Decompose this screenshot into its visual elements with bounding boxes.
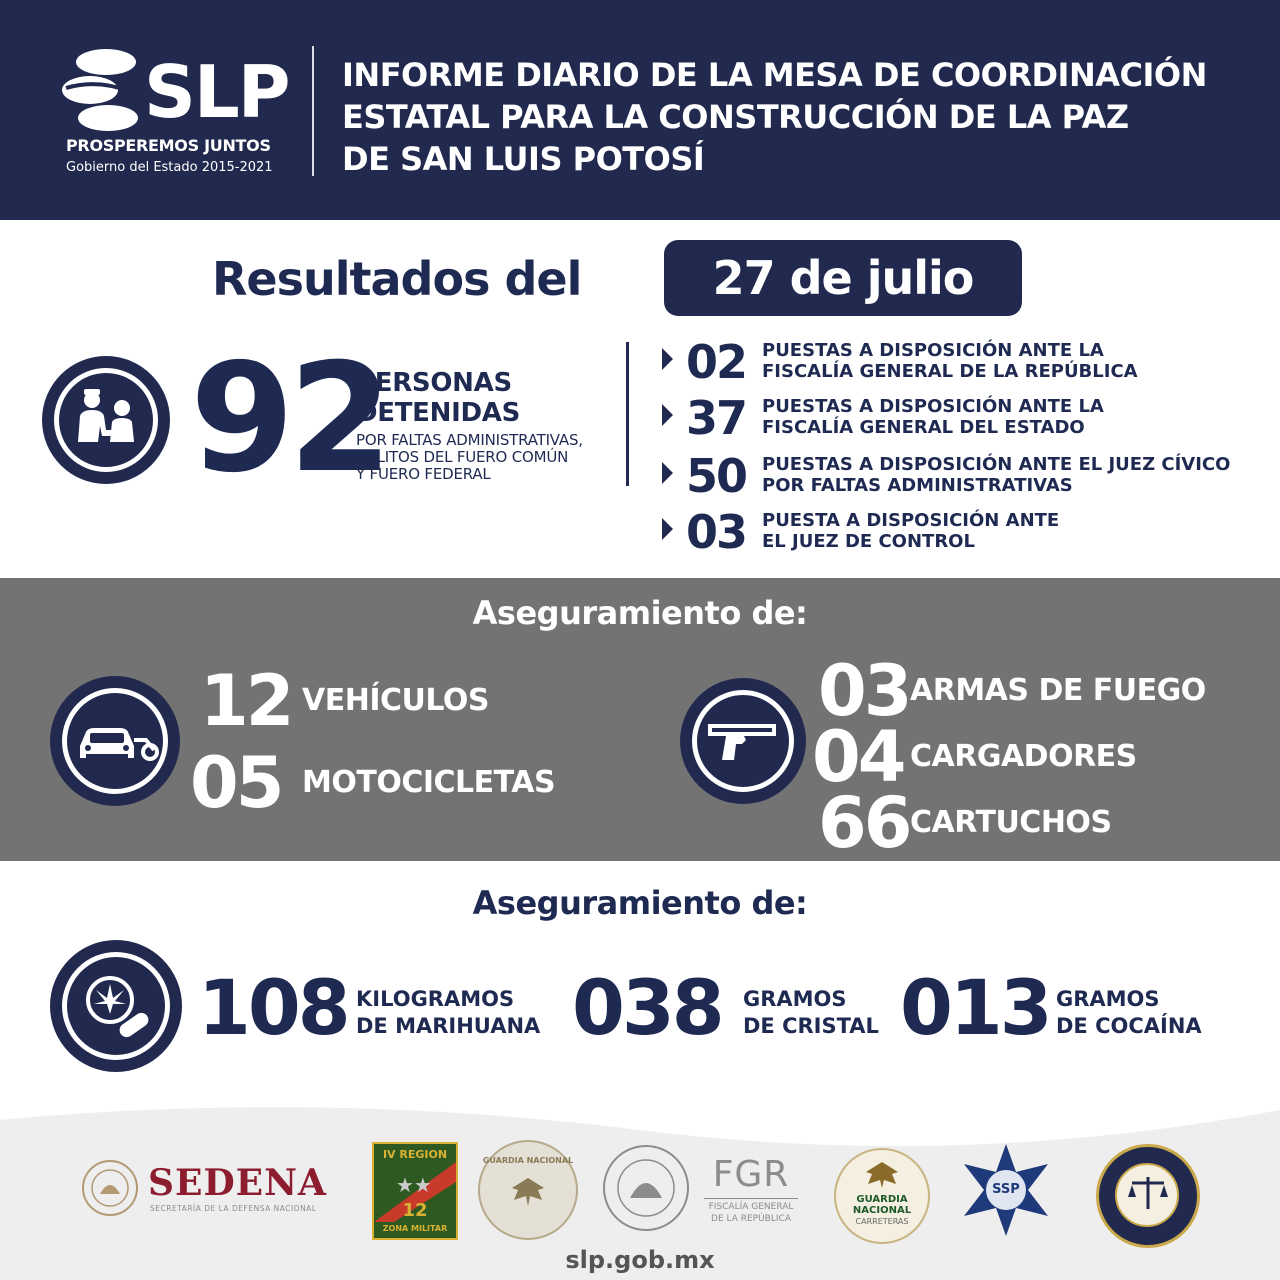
ssp-badge xyxy=(958,1142,1054,1238)
seizure-vehicles-weapons-band xyxy=(0,578,1280,864)
arrow-icon xyxy=(662,348,673,370)
cartridges-label: CARTUCHOS xyxy=(910,805,1112,840)
title-line: DE SAN LUIS POTOSÍ xyxy=(342,140,705,178)
disposition-line: PUESTAS A DISPOSICIÓN ANTE LA xyxy=(762,340,1104,361)
fgr-subtitle xyxy=(704,1198,798,1225)
disposition-count: 02 xyxy=(685,335,746,389)
motorcycles-count: 05 xyxy=(190,742,282,824)
fgr-text: FGR xyxy=(712,1154,790,1195)
drug-label-line: GRAMOS xyxy=(743,987,847,1011)
header-banner xyxy=(0,0,1280,220)
drug-label-line: DE COCAÍNA xyxy=(1056,1014,1202,1038)
sedena-subtitle: SECRETARÍA DE LA DEFENSA NACIONAL xyxy=(150,1204,317,1213)
detained-count: 92 xyxy=(190,332,387,506)
scales-icon xyxy=(1126,1173,1170,1213)
vehicles-icon xyxy=(50,676,180,806)
cocaine-count: 013 xyxy=(900,963,1050,1052)
detained-title-line: PERSONAS xyxy=(356,368,512,398)
magazines-count: 04 xyxy=(812,716,904,798)
drug-label-line: GRAMOS xyxy=(1056,987,1160,1011)
drug-label-line: DE MARIHUANA xyxy=(356,1014,541,1038)
vehicles-label: VEHÍCULOS xyxy=(302,683,490,718)
crystal-count: 038 xyxy=(572,963,722,1052)
slp-logo xyxy=(60,48,290,188)
disposition-line: PUESTAS A DISPOSICIÓN ANTE EL JUEZ CÍVICO xyxy=(762,454,1231,475)
region-number: 12 xyxy=(402,1200,428,1221)
logo-tagline: PROSPEREMOS JUNTOS xyxy=(66,136,271,155)
fgr-sub-line: DE LA REPÚBLICA xyxy=(711,1214,791,1224)
firearm-icon xyxy=(680,678,806,804)
fgr-logo xyxy=(600,1140,800,1236)
report-title xyxy=(342,54,1242,180)
disposition-line: POR FALTAS ADMINISTRATIVAS xyxy=(762,475,1073,496)
firearms-count: 03 xyxy=(818,650,910,732)
magazines-label: CARGADORES xyxy=(910,739,1137,774)
arrow-icon xyxy=(662,404,673,426)
drugs-icon xyxy=(50,940,182,1072)
vehicles-count: 12 xyxy=(200,660,292,742)
logo-text: SLP xyxy=(144,50,289,134)
region-top: IV REGION xyxy=(382,1148,448,1161)
cocaine-label xyxy=(1056,986,1202,1040)
disposition-count: 50 xyxy=(685,449,746,503)
results-divider xyxy=(626,342,629,486)
header-divider xyxy=(312,46,314,176)
disposition-line: EL JUEZ DE CONTROL xyxy=(762,531,975,552)
disposition-count: 03 xyxy=(685,505,746,559)
detained-subtitle xyxy=(356,432,583,483)
gnc-line: CARRETERAS xyxy=(855,1217,909,1226)
seizure-title: Aseguramiento de: xyxy=(472,594,808,632)
mexico-seal-icon xyxy=(600,1142,692,1234)
gnc-line: NACIONAL xyxy=(852,1205,912,1216)
gnc-text xyxy=(836,1194,928,1227)
drug-label-line: DE CRISTAL xyxy=(743,1014,879,1038)
sedena-logo xyxy=(80,1158,342,1218)
disposition-line: FISCALÍA GENERAL DEL ESTADO xyxy=(762,417,1085,438)
sedena-text: SEDENA xyxy=(148,1162,327,1204)
logo-government: Gobierno del Estado 2015-2021 xyxy=(66,160,273,175)
results-label: Resultados del xyxy=(212,252,582,306)
website-link[interactable]: slp.gob.mx xyxy=(565,1246,715,1274)
svg-text:★★: ★★ xyxy=(396,1173,432,1197)
arrow-icon xyxy=(662,518,673,540)
cartridges-count: 66 xyxy=(818,782,910,864)
mexico-seal-icon xyxy=(80,1158,140,1218)
disposition-text xyxy=(762,396,1104,438)
gn-ring-text: GUARDIA NACIONAL xyxy=(482,1156,574,1165)
guardia-carreteras-logo xyxy=(834,1148,930,1244)
slp-stones-icon xyxy=(60,48,140,132)
ssp-text: SSP xyxy=(992,1182,1020,1197)
military-zone-badge xyxy=(372,1142,458,1240)
detained-title-line: DETENIDAS xyxy=(356,398,521,428)
state-prosecutor-seal xyxy=(1096,1144,1200,1248)
title-line: ESTATAL PARA LA CONSTRUCCIÓN DE LA PAZ xyxy=(342,98,1129,136)
disposition-count: 37 xyxy=(685,391,746,445)
disposition-line: PUESTAS A DISPOSICIÓN ANTE LA xyxy=(762,396,1104,417)
disposition-line: FISCALÍA GENERAL DE LA REPÚBLICA xyxy=(762,361,1138,382)
detained-sub-line: POR FALTAS ADMINISTRATIVAS, xyxy=(356,431,583,449)
date-badge: 27 de julio xyxy=(664,240,1022,316)
eagle-icon xyxy=(862,1160,902,1190)
disposition-line: PUESTA A DISPOSICIÓN ANTE xyxy=(762,510,1060,531)
detained-sub-line: DELITOS DEL FUERO COMÚN xyxy=(356,448,569,466)
marijuana-label xyxy=(356,986,540,1040)
gnc-line: GUARDIA xyxy=(856,1194,908,1205)
arrest-icon xyxy=(42,356,170,484)
detained-title xyxy=(356,368,520,428)
marijuana-count: 108 xyxy=(198,963,348,1052)
drug-label-line: KILOGRAMOS xyxy=(356,987,515,1011)
arrow-icon xyxy=(662,462,673,484)
title-line: INFORME DIARIO DE LA MESA DE COORDINACIÓN xyxy=(342,56,1207,94)
disposition-text xyxy=(762,454,1230,496)
detained-sub-line: Y FUERO FEDERAL xyxy=(356,465,491,483)
guardia-nacional-seal xyxy=(478,1140,578,1240)
region-bottom: ZONA MILITAR xyxy=(382,1224,448,1233)
eagle-icon xyxy=(508,1174,548,1210)
disposition-text xyxy=(762,510,1059,552)
disposition-text xyxy=(762,340,1138,382)
firearms-label: ARMAS DE FUEGO xyxy=(910,673,1206,708)
seizure-title: Aseguramiento de: xyxy=(472,884,808,922)
crystal-label xyxy=(743,986,879,1040)
fgr-sub-line: FISCALÍA GENERAL xyxy=(708,1202,794,1212)
motorcycles-label: MOTOCICLETAS xyxy=(302,765,556,800)
